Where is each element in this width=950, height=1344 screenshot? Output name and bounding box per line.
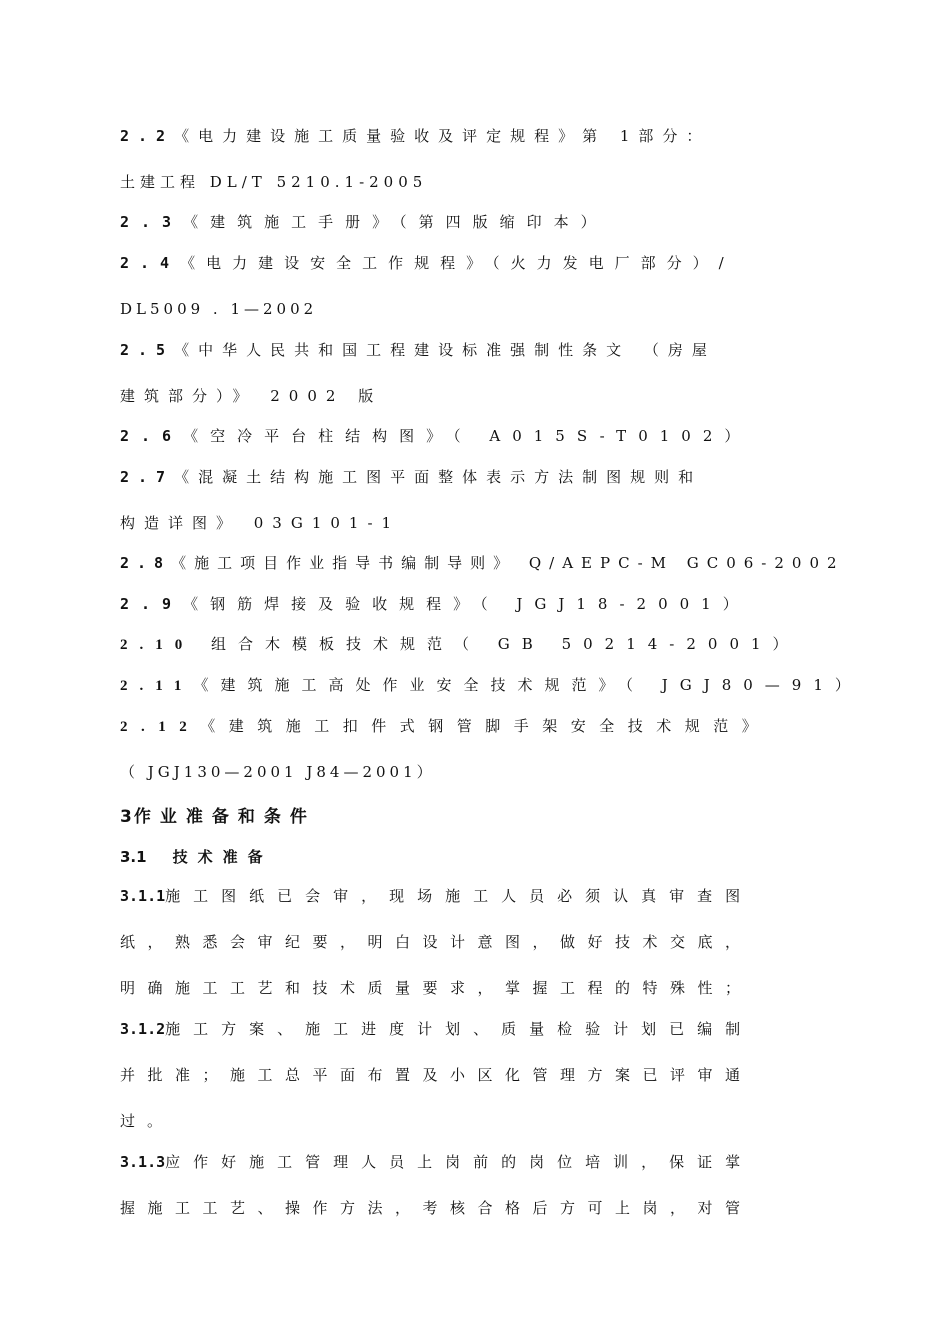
para-3-1-1-line-1	[120, 886, 860, 906]
section-title: 作业准备和条件	[133, 807, 316, 827]
ref-item-2-3	[120, 212, 860, 232]
ref-item-2-5-cont	[120, 386, 860, 406]
ref-number: 2.10	[120, 637, 195, 653]
para-3-1-2-line-1	[120, 1019, 860, 1039]
ref-number: 2.6	[120, 427, 184, 445]
ref-item-2-5	[120, 340, 860, 360]
para-number: 3.1.2	[120, 1020, 166, 1038]
subsection-heading	[120, 846, 273, 867]
ref-item-2-2-cont	[120, 172, 860, 192]
ref-text-cont: （ JGJ130—2001 J84—2001）	[120, 763, 436, 781]
ref-item-2-11	[120, 675, 860, 696]
ref-item-2-2	[120, 126, 860, 146]
ref-number: 2.11	[120, 678, 194, 694]
ref-item-2-8	[120, 553, 860, 573]
ref-item-2-12-cont	[120, 762, 860, 782]
para-3-1-3-line-2	[120, 1198, 860, 1218]
para-3-1-1-line-2	[120, 932, 860, 952]
para-text: 施工方案、施工进度计划、质量检验计划已编制	[165, 1020, 754, 1038]
para-text: 并批准；施工总平面布置及小区化管理方案已评审通	[120, 1066, 753, 1084]
ref-text: 《电力建设施工质量验收及评定规程》第 1部分：	[174, 127, 711, 145]
ref-number: 2.8	[120, 554, 172, 572]
ref-number: 2.7	[120, 468, 175, 486]
ref-number: 2.2	[120, 127, 175, 145]
ref-text-cont: DL5009 . 1—2002	[120, 300, 318, 318]
ref-item-2-4-cont	[120, 299, 860, 319]
subsection-number: 3.1	[120, 848, 147, 866]
ref-text: 《施工项目作业指导书编制导则》 Q/AEPC-M GC06-2002	[171, 554, 845, 572]
section-number: 3	[120, 807, 134, 827]
ref-text: 《建筑施工扣件式钢管脚手架安全技术规范》	[200, 717, 771, 735]
para-text: 过。	[120, 1112, 175, 1130]
ref-number: 2.4	[120, 254, 181, 272]
ref-text: 《建筑施工手册》（第四版缩印本）	[183, 213, 608, 231]
para-number: 3.1.3	[120, 1153, 166, 1171]
ref-text-cont: 建筑部分）》 2002 版	[120, 387, 383, 405]
ref-item-2-7-cont	[120, 513, 860, 533]
para-text: 纸，熟悉会审纪要，明白设计意图，做好技术交底，	[120, 933, 753, 951]
para-3-1-2-line-3	[120, 1111, 860, 1131]
ref-item-2-10	[120, 634, 860, 655]
ref-text-cont: 土建工程 DL/T 5210.1-2005	[120, 173, 428, 191]
ref-number: 2.5	[120, 341, 175, 359]
ref-number: 2.12	[120, 719, 201, 735]
para-3-1-1-line-3	[120, 978, 860, 998]
ref-text: 《钢筋焊接及验收规程》（ JGJ18-2001）	[183, 595, 750, 613]
para-3-1-2-line-2	[120, 1065, 860, 1085]
ref-item-2-7	[120, 467, 860, 487]
para-number: 3.1.1	[120, 887, 166, 905]
ref-item-2-6	[120, 426, 860, 446]
para-text: 应作好施工管理人员上岗前的岗位培训，保证掌	[165, 1153, 754, 1171]
ref-number: 2.9	[120, 595, 184, 613]
para-text: 施工图纸已会审，现场施工人员必须认真审查图	[165, 887, 754, 905]
ref-item-2-4	[120, 253, 860, 273]
ref-text: 组合木模板技术规范（ GB 50214-2001）	[211, 635, 800, 653]
para-text: 明确施工工艺和技术质量要求，掌握工程的特殊性；	[120, 979, 753, 997]
ref-text-cont: 构造详图》 03G101-1	[120, 514, 401, 532]
ref-item-2-9	[120, 594, 860, 614]
ref-number: 2.3	[120, 213, 184, 231]
para-3-1-3-line-1	[120, 1152, 860, 1172]
ref-item-2-12	[120, 716, 860, 737]
ref-text: 《电力建设安全工作规程》（火力发电厂部分）/	[180, 254, 735, 272]
section-heading	[120, 802, 316, 827]
subsection-title: 技术准备	[172, 848, 273, 866]
ref-text: 《中华人民共和国工程建设标准强制性条文 （房屋	[174, 341, 716, 359]
para-text: 握施工工艺、操作方法，考核合格后方可上岗，对管	[120, 1199, 753, 1217]
ref-text: 《建筑施工高处作业安全技术规范》（ JGJ80—91）	[193, 676, 862, 694]
ref-text: 《混凝土结构施工图平面整体表示方法制图规则和	[174, 468, 703, 486]
ref-text: 《空冷平台柱结构图》（ A015S-T0102）	[183, 427, 752, 445]
